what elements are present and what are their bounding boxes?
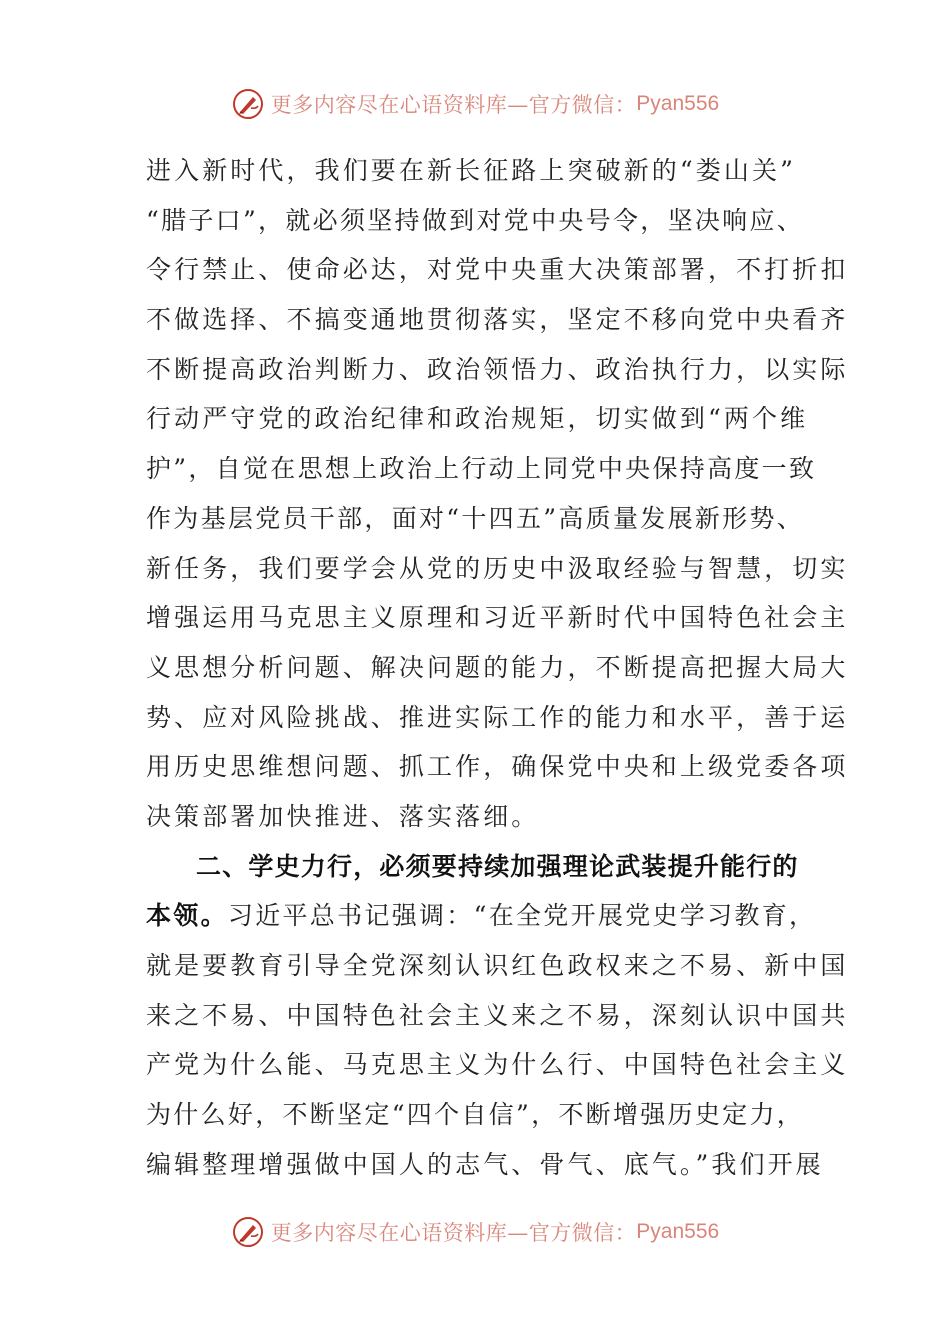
text-line: 编辑整理增强做中国人的志气、骨气、底气。”我们开展 [146,1149,824,1179]
text-line: 义思想分析问题、解决问题的能力，不断提高把握大局大 [146,652,849,682]
text-line: 作为基层党员干部，面对“十四五”高质量发展新形势、 [146,503,805,533]
text-line: 进入新时代，我们要在新长征路上突破新的“娄山关” [146,156,796,185]
text-line: 令行禁止、使命必达，对党中央重大决策部署，不打折扣 [146,255,849,285]
watermark-text: 更多内容尽在心语资料库—官方微信： [270,1221,637,1245]
watermark-banner-top [0,84,950,124]
watermark-banner-bottom [0,1212,950,1252]
text-line: 不断提高政治判断力、政治领悟力、政治执行力，以实际 [146,354,849,384]
section-heading: 二、学史力行，必须要持续加强理论武装提升能行的 [196,851,799,881]
text-line: 行动严守党的政治纪律和政治规矩，切实做到“两个维 [146,404,809,434]
text-line: 来之不易、中国特色社会主义来之不易，深刻认识中国共 [146,1000,849,1030]
text-line: 增强运用马克思主义原理和习近平新时代中国特色社会主 [146,603,849,633]
text-line: 护”，自觉在思想上政治上行动上同党中央保持高度一致 [146,454,817,484]
heading-followup-text: 习近平总书记强调：“在全党开展党史学习教育， [227,901,817,931]
text-line: 不做选择、不搞变通地贯彻落实，坚定不移向党中央看齐 [146,305,849,335]
text-line: 势、应对风险挑战、推进实际工作的能力和水平，善于运 [146,702,849,732]
text-line: 决策部署加快推进、落实落细。 [146,801,540,831]
text-line: “腊子口”，就必须坚持做到对党中央号令，坚决响应、 [146,205,805,235]
text-line: 新任务，我们要学会从党的历史中汲取经验与智慧，切实 [146,553,849,583]
section-heading-continuation [146,891,817,941]
pen-seal-icon [231,1215,265,1249]
pen-seal-icon [231,87,265,121]
text-line: 为什么好，不断坚定“四个自信”，不断增强历史定力， [146,1100,805,1130]
text-line: 用历史思维想问题、抓工作，确保党中央和上级党委各项 [146,752,849,782]
document-body [146,146,849,1189]
watermark-text: 更多内容尽在心语资料库—官方微信： [270,93,637,117]
text-line: 就是要教育引导全党深刻认识红色政权来之不易、新中国 [146,951,849,980]
text-line: 产党为什么能、马克思主义为什么行、中国特色社会主义 [146,1050,849,1080]
watermark-wechat-id: Pyan556 [636,92,720,115]
watermark-wechat-id: Pyan556 [636,1220,720,1243]
heading-tail: 本领。 [146,901,228,931]
